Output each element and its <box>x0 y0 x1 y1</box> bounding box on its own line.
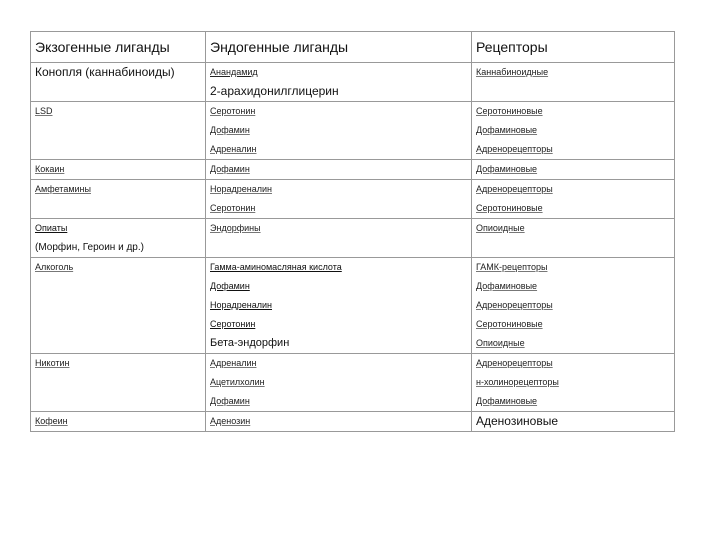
header-exogenous-label: Экзогенные лиганды <box>35 39 170 55</box>
receptor-cell <box>472 219 674 257</box>
endogenous-ligand-link[interactable]: Ацетилхолин <box>210 377 265 387</box>
table-row <box>31 218 674 257</box>
receptor-link[interactable]: Дофаминовые <box>476 281 538 291</box>
receptor-cell <box>472 258 674 353</box>
endogenous-cell <box>206 180 472 218</box>
endogenous-ligand-link[interactable]: Дофамин <box>210 164 250 174</box>
receptor-cell <box>472 354 674 411</box>
receptor-link[interactable]: Адренорецепторы <box>476 144 553 154</box>
receptor-cell <box>472 160 674 179</box>
header-endogenous-label: Эндогенные лиганды <box>210 39 349 55</box>
endogenous-ligand-link[interactable]: Норадреналин <box>210 184 273 194</box>
receptor-link[interactable]: Серотониновые <box>476 319 543 329</box>
header-receptors <box>472 32 674 62</box>
exogenous-cell <box>31 102 206 159</box>
receptor-link[interactable]: Дофаминовые <box>476 125 538 135</box>
exogenous-ligand-link[interactable]: Кокаин <box>35 164 65 174</box>
exogenous-cell <box>31 63 206 101</box>
exogenous-ligand-link[interactable]: Опиаты <box>35 223 68 233</box>
endogenous-cell <box>206 354 472 411</box>
endogenous-cell <box>206 102 472 159</box>
receptor-link[interactable]: Адренорецепторы <box>476 300 553 310</box>
receptor-link[interactable]: Серотониновые <box>476 203 543 213</box>
header-receptors-label: Рецепторы <box>476 39 548 55</box>
exogenous-cell <box>31 354 206 411</box>
receptor-link[interactable]: Серотониновые <box>476 106 543 116</box>
endogenous-ligand-link[interactable]: Дофамин <box>210 396 250 406</box>
endogenous-ligand-link[interactable]: Норадреналин <box>210 300 273 310</box>
receptor-link[interactable]: Опиоидные <box>476 338 525 348</box>
receptor-link[interactable]: Каннабиноидные <box>476 67 549 77</box>
exogenous-cell <box>31 258 206 353</box>
header-row <box>31 32 674 62</box>
exogenous-cell <box>31 219 206 257</box>
endogenous-ligand-link[interactable]: Серотонин <box>210 319 256 329</box>
receptor-link[interactable]: Адренорецепторы <box>476 184 553 194</box>
endogenous-ligand-link[interactable]: Адреналин <box>210 144 257 154</box>
table-row <box>31 411 674 431</box>
header-exogenous <box>31 32 206 62</box>
receptor-cell <box>472 412 674 431</box>
exogenous-cell <box>31 180 206 218</box>
receptor-link[interactable]: Дофаминовые <box>476 396 538 406</box>
exogenous-ligand-link[interactable]: LSD <box>35 106 53 116</box>
endogenous-ligand: Бета-эндорфин <box>210 337 290 349</box>
receptor-link[interactable]: Дофаминовые <box>476 164 538 174</box>
endogenous-cell <box>206 412 472 431</box>
endogenous-cell <box>206 160 472 179</box>
exogenous-ligand-link[interactable]: Амфетамины <box>35 184 91 194</box>
table-row <box>31 353 674 411</box>
table-row <box>31 101 674 159</box>
ligands-table <box>30 31 675 432</box>
receptor-cell <box>472 63 674 101</box>
exogenous-ligand-link[interactable]: Никотин <box>35 358 70 368</box>
exogenous-ligand: Конопля (каннабиноиды) <box>35 65 175 79</box>
endogenous-ligand-link[interactable]: Адреналин <box>210 358 257 368</box>
receptor-link[interactable]: Опиоидные <box>476 223 525 233</box>
endogenous-ligand-link[interactable]: Дофамин <box>210 125 250 135</box>
receptor-link[interactable]: н-холинорецепторы <box>476 377 559 387</box>
receptor-label: Аденозиновые <box>476 414 559 428</box>
exogenous-ligand-note: (Морфин, Героин и др.) <box>35 242 144 253</box>
table-row <box>31 257 674 353</box>
endogenous-ligand-link[interactable]: Эндорфины <box>210 223 261 233</box>
exogenous-ligand-link[interactable]: Кофеин <box>35 416 68 426</box>
receptor-link[interactable]: Адренорецепторы <box>476 358 553 368</box>
endogenous-ligand-link[interactable]: Дофамин <box>210 281 250 291</box>
exogenous-cell <box>31 160 206 179</box>
table-row <box>31 62 674 101</box>
endogenous-cell <box>206 219 472 257</box>
receptor-link[interactable]: ГАМК-рецепторы <box>476 262 548 272</box>
exogenous-ligand-link[interactable]: Алкоголь <box>35 262 74 272</box>
endogenous-ligand-link[interactable]: Анандамид <box>210 67 258 77</box>
endogenous-cell <box>206 258 472 353</box>
endogenous-ligand-link[interactable]: Серотонин <box>210 203 256 213</box>
endogenous-ligand-link[interactable]: Гамма-аминомасляная кислота <box>210 262 342 272</box>
endogenous-ligand: 2-арахидонилглицерин <box>210 84 339 98</box>
receptor-cell <box>472 102 674 159</box>
receptor-cell <box>472 180 674 218</box>
exogenous-cell <box>31 412 206 431</box>
endogenous-cell <box>206 63 472 101</box>
table-row <box>31 159 674 179</box>
endogenous-ligand-link[interactable]: Серотонин <box>210 106 256 116</box>
header-endogenous <box>206 32 472 62</box>
table-row <box>31 179 674 218</box>
endogenous-ligand-link[interactable]: Аденозин <box>210 416 251 426</box>
